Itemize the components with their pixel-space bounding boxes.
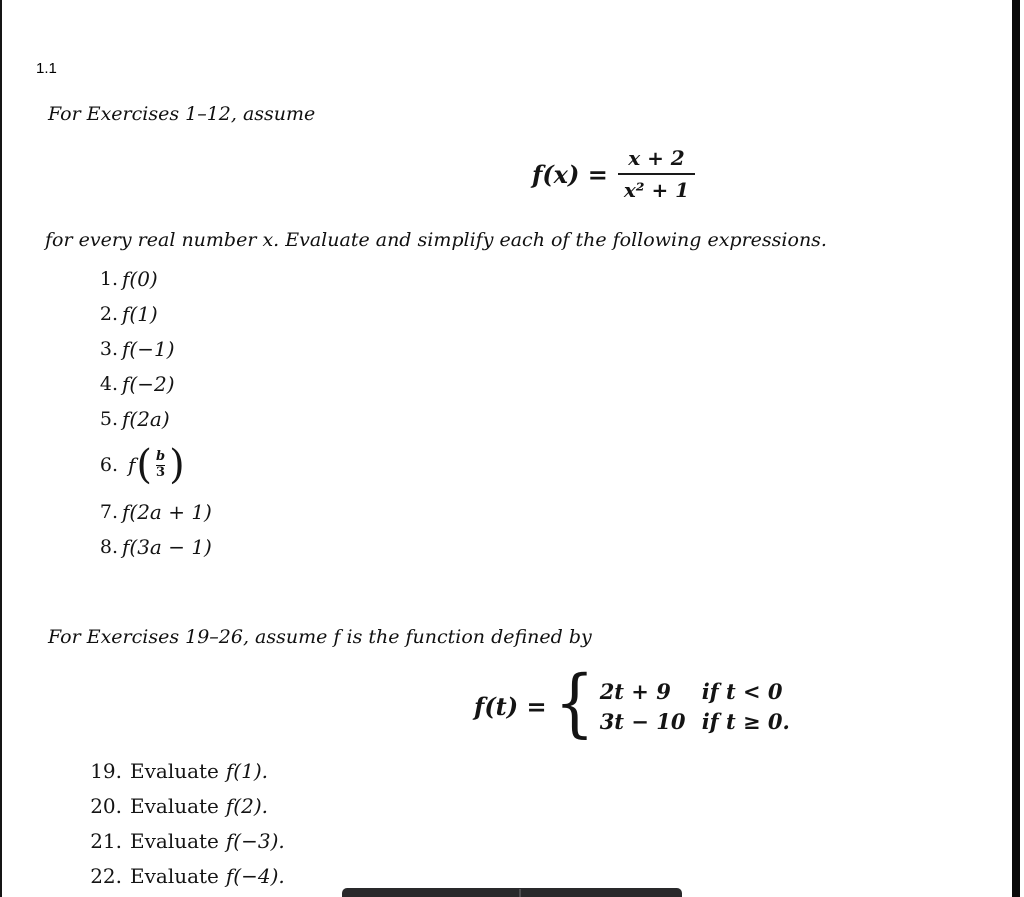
left-paren: ( bbox=[136, 442, 153, 488]
item-number: 6. bbox=[99, 454, 118, 476]
item-expression: f(0) bbox=[122, 266, 158, 291]
item-expression: f(1) bbox=[122, 301, 158, 326]
item-text: Evaluate bbox=[130, 758, 219, 783]
item-number: 2. bbox=[99, 302, 118, 325]
section-number: 1.1 bbox=[36, 60, 57, 77]
item-number: 1. bbox=[99, 267, 118, 290]
exercise-item-21 bbox=[82, 823, 285, 858]
item-expression: f(1). bbox=[225, 758, 268, 783]
item-expression: f(2). bbox=[225, 793, 268, 818]
item-number: 3. bbox=[99, 337, 118, 360]
bottom-dock-bar[interactable] bbox=[342, 888, 682, 897]
item-number: 8. bbox=[99, 535, 118, 558]
case-condition: if t ≥ 0. bbox=[701, 708, 790, 734]
item-number: 7. bbox=[99, 500, 118, 523]
exercise-list-1-8 bbox=[85, 261, 212, 564]
item-expression: f(3a − 1) bbox=[122, 534, 212, 559]
item-number: 4. bbox=[99, 372, 118, 395]
item-number: 20. bbox=[90, 793, 122, 818]
formula-ft-lhs: f(t) = bbox=[474, 691, 547, 721]
piecewise-cases bbox=[600, 679, 790, 734]
fraction-numerator: x + 2 bbox=[628, 146, 685, 170]
exercise-item-5 bbox=[85, 401, 212, 436]
item-expression: f(−1) bbox=[122, 336, 175, 361]
piecewise-case-2 bbox=[600, 709, 790, 734]
exercise-item-1 bbox=[85, 261, 212, 296]
left-page-edge bbox=[0, 0, 2, 897]
item-expression: f(−2) bbox=[122, 371, 175, 396]
exercise-list-19-22 bbox=[82, 753, 285, 893]
dock-bar-divider bbox=[519, 889, 521, 897]
exercise-item-20 bbox=[82, 788, 285, 823]
formula-fx bbox=[532, 146, 695, 202]
exercise-item-7 bbox=[85, 494, 212, 529]
small-fraction-denominator: 3 bbox=[156, 464, 166, 480]
small-fraction bbox=[156, 450, 165, 481]
case-expression: 3t − 10 bbox=[599, 708, 686, 734]
exercise-item-3 bbox=[85, 331, 212, 366]
intro-text-3: For Exercises 19–26, assume f is the function defined by bbox=[48, 626, 592, 648]
formula-fx-lhs: f(x) = bbox=[532, 159, 608, 189]
intro-text-1: For Exercises 1–12, assume bbox=[48, 103, 316, 125]
right-paren: ) bbox=[169, 442, 185, 488]
case-condition: if t < 0 bbox=[701, 678, 783, 704]
intro-text-2: for every real number x. Evaluate and simplify each of the following expressions. bbox=[45, 229, 827, 251]
item-expression: f(−3). bbox=[225, 828, 285, 853]
small-fraction-numerator: b bbox=[156, 448, 166, 464]
item-expression: f(−4). bbox=[225, 863, 285, 888]
fraction bbox=[618, 146, 695, 202]
item-expression: f(2a) bbox=[122, 406, 170, 431]
exercise-item-6 bbox=[85, 436, 212, 494]
item-expression: f(2a + 1) bbox=[122, 499, 212, 524]
item-text: Evaluate bbox=[130, 793, 219, 818]
item-number: 19. bbox=[90, 758, 122, 783]
item-number: 5. bbox=[99, 407, 118, 430]
item-text: Evaluate bbox=[130, 828, 219, 853]
exercise-item-4 bbox=[85, 366, 212, 401]
item-number: 22. bbox=[90, 863, 122, 888]
exercise-item-22 bbox=[82, 858, 285, 893]
formula-ft-piecewise bbox=[474, 660, 790, 746]
left-brace: { bbox=[554, 660, 595, 746]
case-expression: 2t + 9 bbox=[599, 678, 671, 704]
exercise-item-19 bbox=[82, 753, 285, 788]
item-text: Evaluate bbox=[130, 863, 219, 888]
fraction-denominator: x² + 1 bbox=[618, 173, 695, 202]
function-letter: f bbox=[128, 453, 136, 477]
exercise-item-8 bbox=[85, 529, 212, 564]
exercise-item-2 bbox=[85, 296, 212, 331]
piecewise-case-1 bbox=[600, 679, 790, 704]
item-number: 21. bbox=[90, 828, 122, 853]
right-page-edge bbox=[1012, 0, 1020, 897]
